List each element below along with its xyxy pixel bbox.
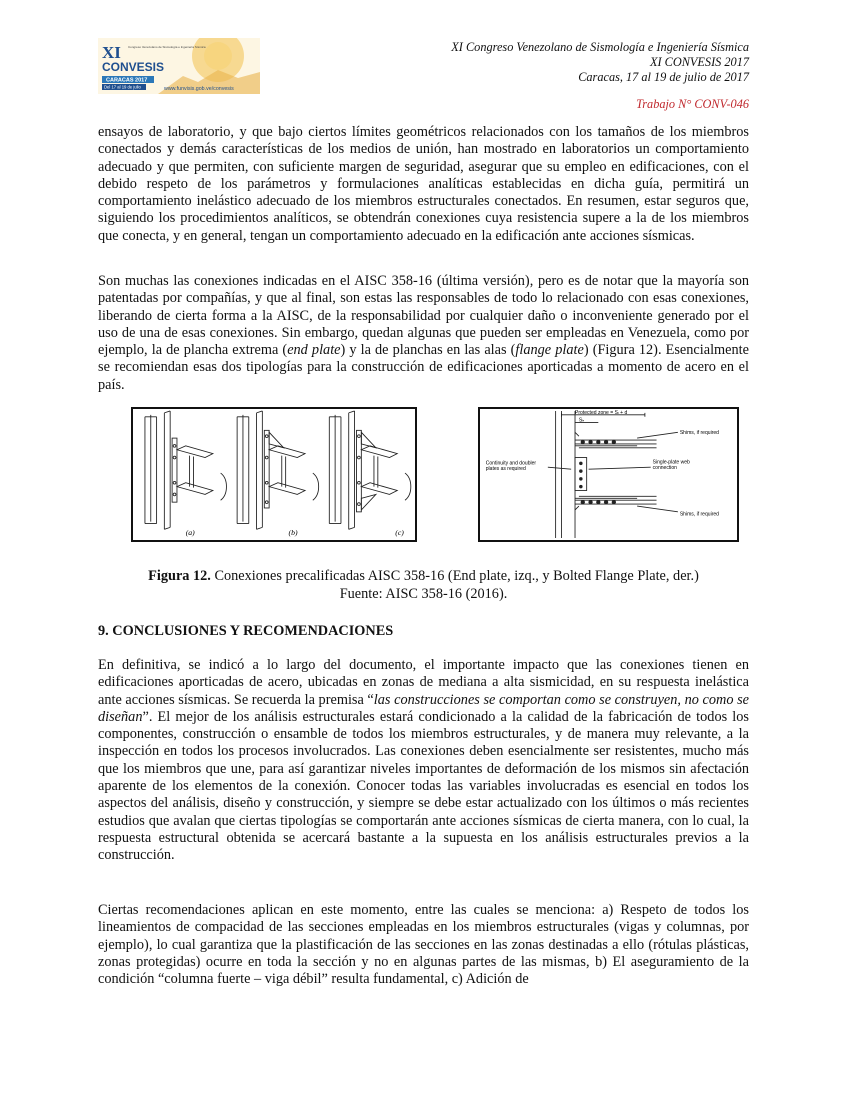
subfig-label-b: (b) <box>288 528 298 538</box>
label-continuity-2: plates as required <box>485 466 526 473</box>
label-continuity-1: Continuity and doubler <box>485 460 537 467</box>
logo-name: CONVESIS <box>102 60 165 74</box>
logo-site: www.funvisis.gob.ve/convesis <box>164 86 234 92</box>
logo-city-year: CARACAS 2017 <box>106 77 148 84</box>
figure-end-plate <box>131 407 417 542</box>
label-sh: Sₕ <box>578 417 585 424</box>
label-protected-zone: Protected zone = Sₗ + d <box>575 409 628 416</box>
figure-bolted-flange-plate <box>478 407 739 542</box>
logo-tagline: Congreso Venezolano de Sismología e Ingeniería Sísmica <box>128 45 206 49</box>
label-shims-bottom: Shims, if required <box>679 511 719 518</box>
header-event: XI CONVESIS 2017 <box>649 55 749 69</box>
subfig-label-a: (a) <box>185 528 195 538</box>
end-plate-drawing-a <box>145 411 227 529</box>
label-shims-top: Shims, if required <box>679 430 719 437</box>
logo-roman: XI <box>102 43 121 62</box>
header-paper-id: Trabajo N° CONV-046 <box>636 97 749 111</box>
figure-caption: Figura 12. Conexiones precalificadas AISC 358-16 (End plate, izq., y Bolted Flange Plate, der.) <box>148 568 699 584</box>
paragraph-1: ensayos de laboratorio, y que bajo ciertos límites geométricos relacionados con los tamaños de los miembros conectados y demás características de los medios de unión, han mostrado en laboratorios un comportamiento adecuado y que permiten, con suficiente margen de seguridad, asegurar que su empleo en edificaciones, con el debido respeto de los parámetros y formulaciones analíticas establecidas en dicha guía, permitirá un comportamiento inelástico adecuado de los miembros estructurales conectados. En resumen, estar seguros que, siguiendo los procedimientos analíticos, se obtendrán conexiones cuya resistencia supere a la de los miembros que conecta, y en general, tengan un comportamiento adecuado en la edificación ante acciones sísmicas. <box>98 124 749 244</box>
paragraph-4: Ciertas recomendaciones aplican en este momento, entre las cuales se menciona: a) Respeto de todos los lineamientos de compacidad de las secciones empleadas en los miembros estructurales (vigas y columnas, por ejemplo), lo cual garantiza que la plastificación de las secciones en las zonas destinadas a ello (rótulas plásticas, zonas protegidas) ocurre en toda la sección y no en algunas partes de las mismas, b) El aseguramiento de la condición “columna fuerte – viga débil” resulta fundamental, c) Adición de <box>98 902 749 988</box>
figure-source: Fuente: AISC 358-16 (2016). <box>339 586 508 602</box>
end-plate-drawing-c <box>329 411 411 529</box>
paragraph-2: Son muchas las conexiones indicadas en el AISC 358-16 (última versión), pero es de notar que la mayoría son patentadas por compañías, y que al final, son estas las responsables de todo lo relacionado con esas conexiones, liberando de cierta forma a la AISC, de la responsabilidad por cualquier daño o inconveniente generado por el uso de una de esas conexiones. Sin embargo, quedan algunas que pueden ser empleadas en Venezuela, como por ejemplo, la de plancha extrema (end plate) y la de planchas en las alas (flange plate) (Figura 12). Esencialmente se recomiendan esas dos tipologías para la construcción de edificaciones aporticadas a momento de acero en el país. <box>98 273 749 393</box>
label-single-plate-2: connection <box>652 465 677 472</box>
header-location-date: Caracas, 17 al 19 de julio de 2017 <box>578 70 749 84</box>
header-congress: XI Congreso Venezolano de Sismología e Ingeniería Sísmica <box>451 40 749 54</box>
subfig-label-c: (c) <box>395 528 404 538</box>
convesis-logo <box>98 38 260 94</box>
end-plate-drawing-b <box>237 411 319 529</box>
paragraph-3: En definitiva, se indicó a lo largo del documento, el importante impacto que las conexiones tienen en edificaciones aporticadas de acero, ubicadas en zonas de mediana a alta sismicidad, en su respuesta inelástica ante acciones sísmicas. Se recuerda la premisa “las construcciones se comportan como se construyen, no como se diseñan”. El mejor de los análisis estructurales estará condicionado a la calidad de la fabricación de todos los componentes, construcción o ensamble de todos los miembros estructurales, y de manera muy relevante, a la inspección en todos los procesos involucrados. Las conexiones deben esencialmente ser resistentes, mucho más que los miembros que une, para así garantizar niveles importantes de deformación de los mismos sin afectación aparente de los elementos de la conexión. Conocer todas las variables involucradas es esencial en todos los aspectos del análisis, diseño y construcción, y siempre se debe estar actualizado con los últimos o más recientes estudios que avalan que ciertas tipologías se comportarán ante acciones sísmicas de cierta manera, con lo cual, la respuesta estructural obtenida se acercará bastante a la supuesta en los análisis estructurales previos a la construcción. <box>98 657 750 864</box>
label-single-plate-1: Single-plate web <box>652 459 690 466</box>
section-heading: 9. CONCLUSIONES Y RECOMENDACIONES <box>98 623 394 639</box>
logo-dates: Del 17 al 19 de julio <box>104 84 141 90</box>
